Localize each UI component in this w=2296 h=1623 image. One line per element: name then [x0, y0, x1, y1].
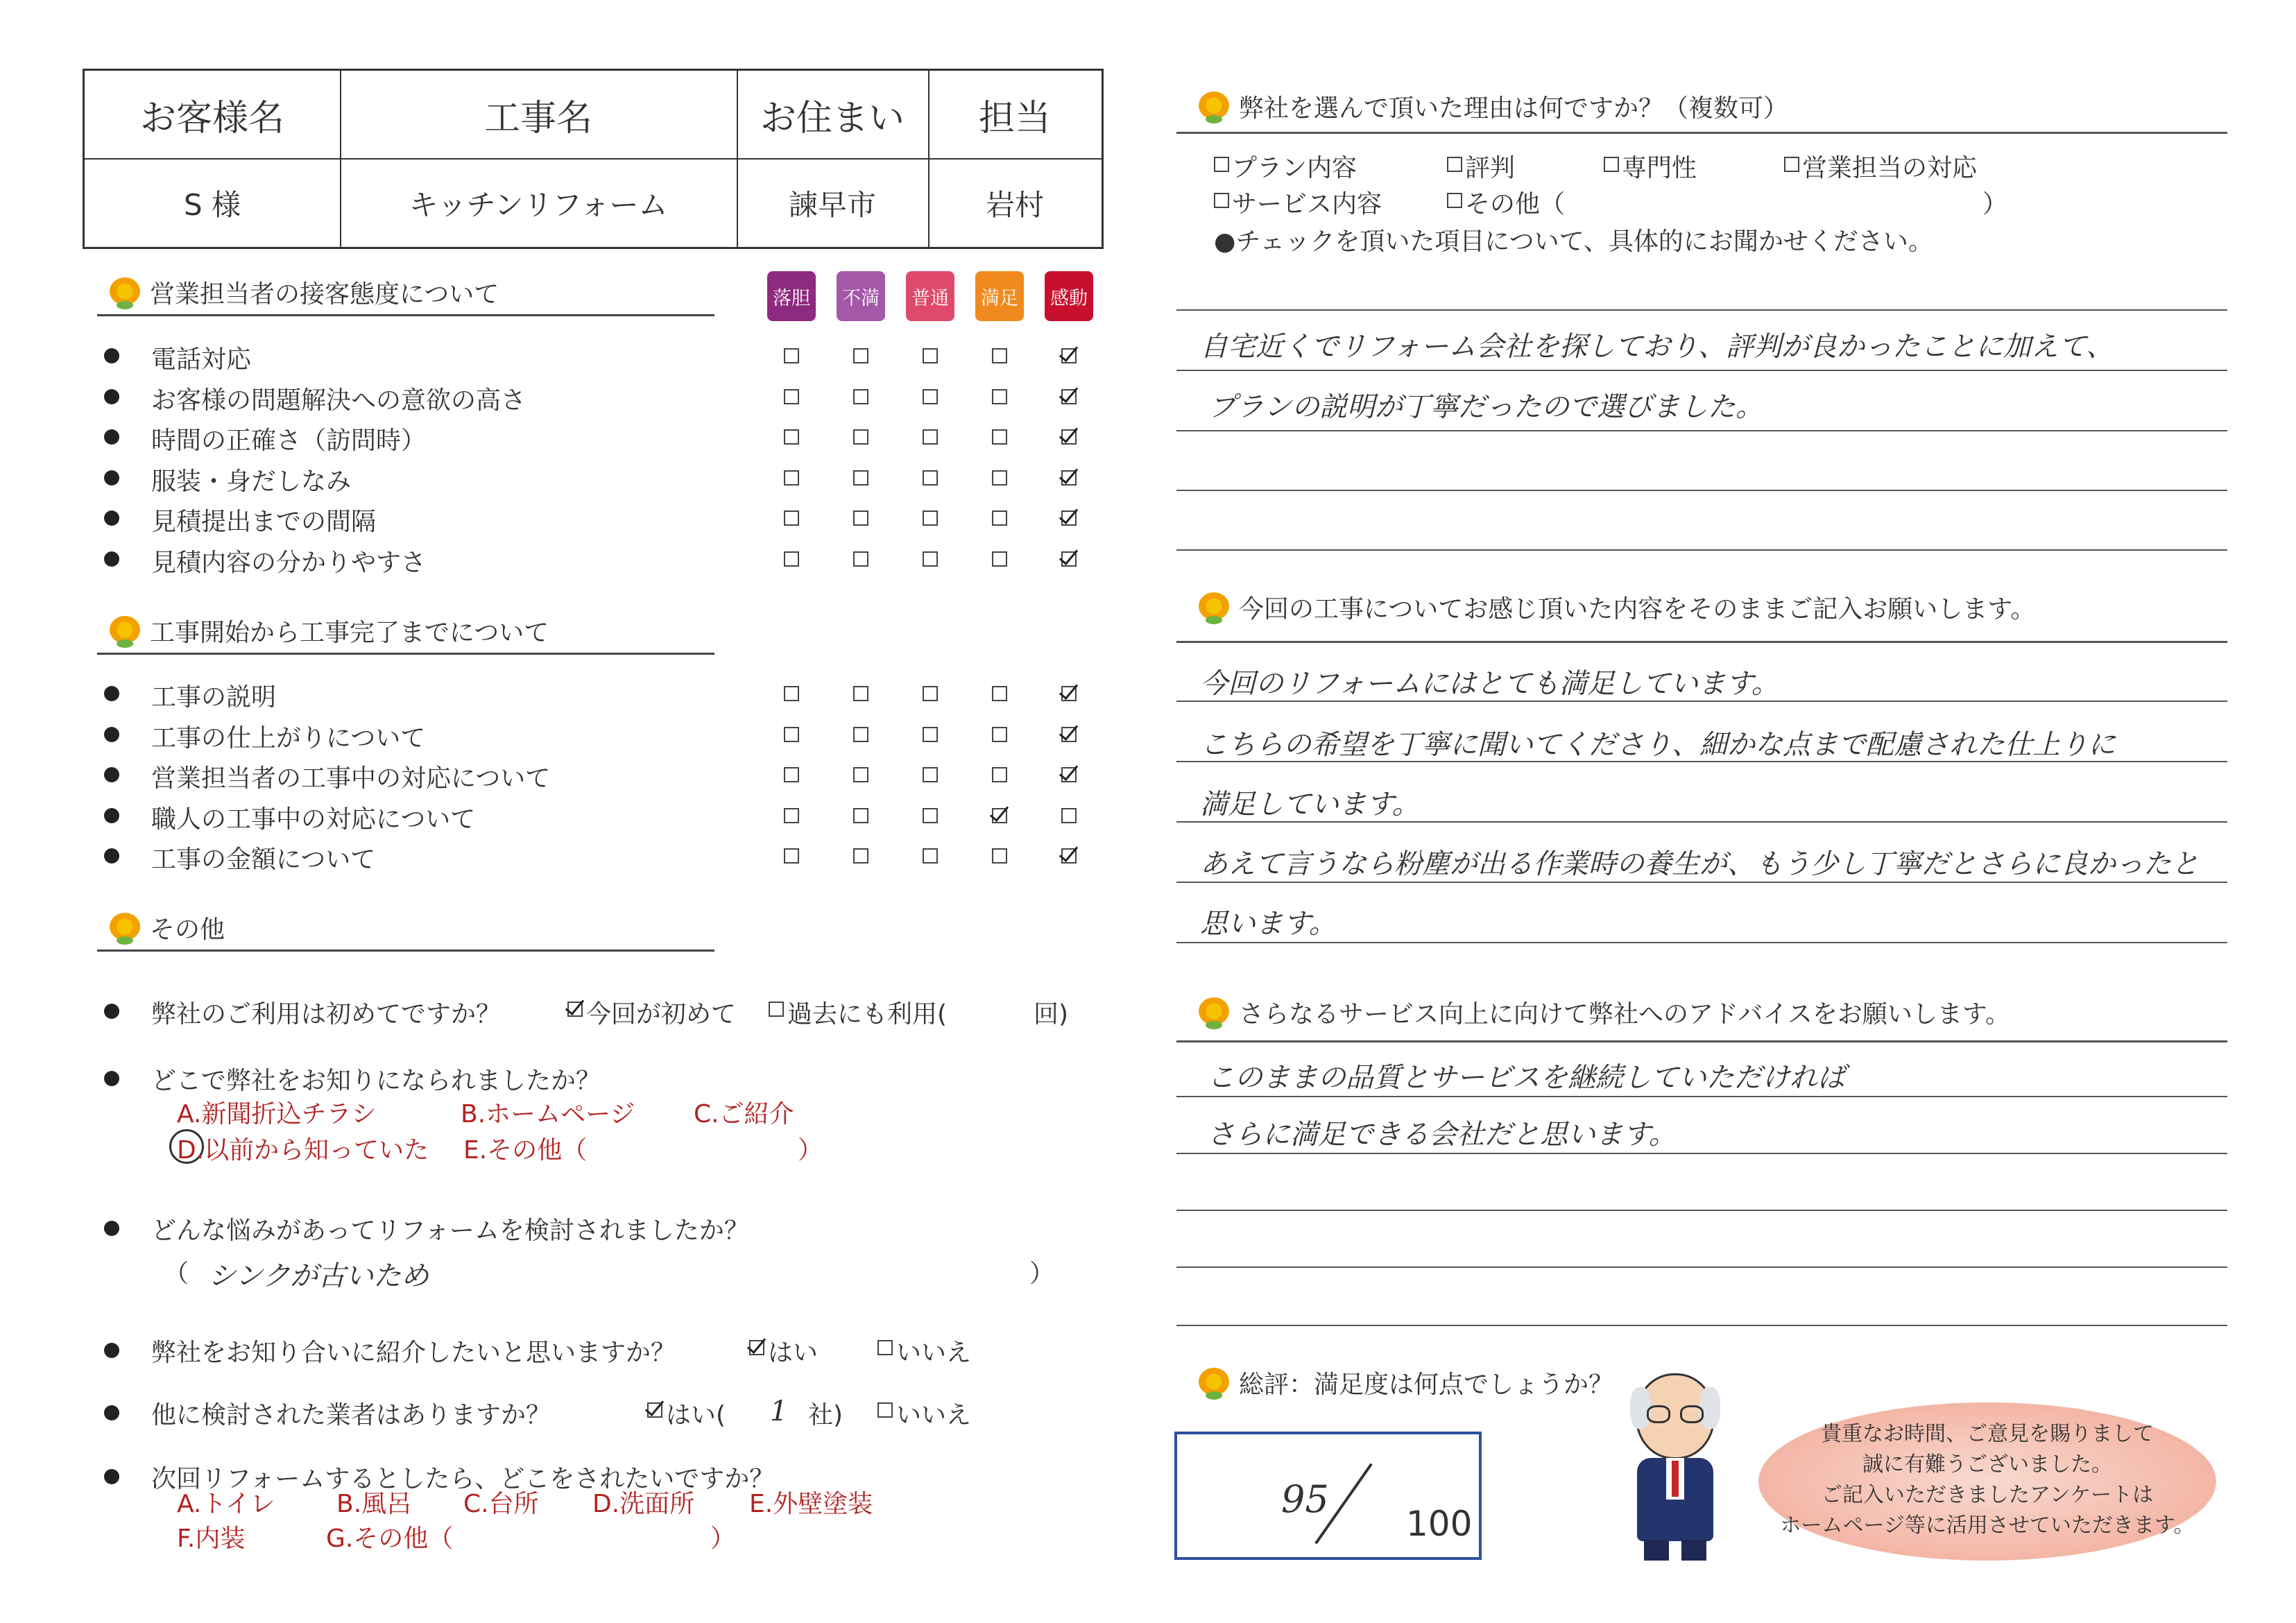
sunflower-icon: [110, 616, 140, 646]
rating-checkbox-感動[interactable]: [1061, 510, 1077, 526]
rating-checkbox-普通[interactable]: [923, 429, 938, 445]
rating-checkbox-感動[interactable]: [1061, 429, 1077, 445]
ruled-line: [1176, 309, 2227, 311]
ruled-line: [1176, 882, 2227, 883]
rating-item-label: 職人の工事中の対応について: [151, 805, 476, 834]
other-vendors-unit: 社): [808, 1401, 843, 1429]
rating-checkbox-満足[interactable]: [992, 429, 1007, 445]
rating-checkbox-満足[interactable]: [992, 808, 1007, 823]
option-known-before[interactable]: D.以前から知っていた: [177, 1136, 429, 1165]
option-kitchen[interactable]: C.台所: [463, 1490, 539, 1518]
option-washroom[interactable]: D.洗面所: [592, 1490, 695, 1518]
bullet: [104, 348, 119, 363]
reason-sales-checkbox[interactable]: [1784, 157, 1799, 172]
option-interior[interactable]: F.内装: [177, 1525, 246, 1553]
section-divider: [97, 950, 714, 952]
rating-checkbox-不満[interactable]: [853, 727, 868, 742]
sunflower-icon: [1199, 592, 1229, 623]
other-vendors-yes-label: はい(: [666, 1401, 726, 1429]
section-work-heading: [110, 613, 549, 649]
used-before-count-close: 回): [1034, 1000, 1069, 1029]
rating-checkbox-不満[interactable]: [853, 348, 868, 363]
reason-answer-line: 自宅近くでリフォーム会社を探しており、評判が良かったことに加えて、: [1200, 331, 2114, 363]
rating-checkbox-感動[interactable]: [1061, 808, 1077, 823]
impression-line: こちらの希望を丁寧に聞いてくださり、細かな点まで配慮された仕上りに: [1200, 729, 2116, 761]
option-other-next[interactable]: G.その他（: [326, 1525, 454, 1553]
ruled-line: [1176, 1325, 2227, 1326]
sunflower-icon: [110, 913, 140, 943]
rating-checkbox-落胆[interactable]: [784, 767, 799, 782]
rating-checkbox-普通[interactable]: [923, 510, 938, 526]
bullet: [104, 389, 119, 404]
rating-checkbox-満足[interactable]: [992, 727, 1007, 742]
reason-title: 弊社を選んで頂いた理由は何ですか？（複数可）: [1239, 94, 1789, 123]
bullet: [104, 727, 119, 742]
customer-info-table: [83, 69, 1104, 249]
advice-line: さらに満足できる会社だと思います。: [1207, 1119, 1677, 1151]
rating-checkbox-不満[interactable]: [853, 848, 868, 864]
used-before-checkbox[interactable]: [769, 1002, 784, 1017]
rating-checkbox-普通[interactable]: [923, 848, 938, 864]
section-work-title: 工事開始から工事完了までについて: [150, 619, 549, 647]
question-concern: どんな悩みがあってリフォームを検討されましたか？: [151, 1217, 749, 1245]
option-bath[interactable]: B.風呂: [336, 1490, 412, 1518]
ruled-line: [1176, 549, 2227, 551]
bullet: [104, 470, 119, 486]
rating-checkbox-満足[interactable]: [992, 510, 1007, 526]
sunflower-icon: [1199, 997, 1229, 1028]
rating-checkbox-感動[interactable]: [1061, 551, 1077, 567]
staff-header: 担当: [978, 97, 1051, 139]
option-toilet[interactable]: A.トイレ: [177, 1490, 275, 1518]
rating-checkbox-普通[interactable]: [923, 727, 938, 742]
rating-checkbox-満足[interactable]: [992, 348, 1007, 363]
ruled-line: [1176, 942, 2227, 943]
reason-reputation-checkbox[interactable]: [1447, 157, 1462, 172]
ruled-line: [1176, 1210, 2227, 1211]
reason-prompt: ●チェックを頂いた項目について、具体的にお聞かせください。: [1214, 227, 1933, 256]
reason-expertise-checkbox[interactable]: [1604, 157, 1619, 172]
other-vendors-yes-checkbox[interactable]: [647, 1402, 662, 1418]
question-other-vendors: 他に検討された業者はありますか？: [151, 1401, 551, 1429]
bullet: [104, 429, 119, 445]
score-box: [1174, 1432, 1482, 1560]
rating-item-label: 電話対応: [151, 345, 252, 374]
overall-heading: [1199, 1365, 1613, 1400]
rating-checkbox-落胆[interactable]: [784, 470, 799, 486]
reason-answer-line: プランの説明が丁寧だったので選びました。: [1208, 391, 1763, 423]
rating-checkbox-感動[interactable]: [1061, 727, 1077, 742]
staff-mascot-illustration: [1616, 1373, 1734, 1564]
rating-checkbox-普通[interactable]: [923, 348, 938, 363]
ruled-line: [1176, 1266, 2227, 1268]
ruled-line: [1176, 1096, 2227, 1097]
used-before-label: 過去にも利用(: [787, 1000, 948, 1029]
rating-checkbox-感動[interactable]: [1061, 470, 1077, 486]
reason-service-label: サービス内容: [1232, 190, 1382, 218]
customer-name-value: S 様: [183, 188, 241, 222]
section-divider: [97, 653, 714, 655]
option-exterior-paint[interactable]: E.外壁塗装: [749, 1490, 873, 1518]
impression-line: 今回のリフォームにはとても満足しています。: [1200, 668, 1779, 700]
rating-item-label: 見積提出までの間隔: [151, 508, 377, 536]
rating-checkbox-普通[interactable]: [923, 551, 938, 567]
rating-item-label: 工事の仕上がりについて: [151, 723, 426, 753]
rating-checkbox-普通[interactable]: [923, 808, 938, 823]
concern-open-paren: （: [164, 1260, 189, 1288]
question-recommend: 弊社をお知り合いに紹介したいと思いますか？: [151, 1339, 676, 1367]
reason-reputation-label: 評判: [1465, 154, 1516, 182]
rating-checkbox-不満[interactable]: [853, 551, 868, 567]
rating-checkbox-不満[interactable]: [853, 808, 868, 823]
thanks-line: 貴重なお時間、ご意見を賜りまして: [1821, 1422, 2154, 1446]
other-vendors-no-label: いいえ: [896, 1401, 972, 1429]
ruled-line: [1176, 490, 2227, 491]
bullet: [104, 767, 119, 782]
reason-expertise-label: 専門性: [1622, 154, 1697, 182]
section-divider: [97, 314, 714, 316]
section-sales-title: 営業担当者の接客態度について: [150, 280, 499, 309]
rating-item-label: 工事の説明: [151, 683, 277, 712]
option-other[interactable]: E.その他（: [463, 1136, 588, 1165]
rating-scale-label: 普通: [906, 271, 954, 321]
section-divider: [1176, 1040, 2227, 1042]
residence-header: お住まい: [760, 97, 905, 139]
option-newspaper[interactable]: A.新聞折込チラシ: [177, 1100, 377, 1128]
rating-checkbox-感動[interactable]: [1061, 686, 1077, 701]
rating-checkbox-落胆[interactable]: [784, 727, 799, 742]
recommend-yes-label: はい: [768, 1339, 819, 1367]
rating-scale-label: 感動: [1045, 271, 1093, 321]
section-sales-heading: [110, 275, 499, 310]
option-other-close: ）: [798, 1136, 823, 1165]
residence-value: 諫早市: [788, 188, 876, 222]
first-use-label: 今回が初めて: [586, 1000, 737, 1029]
sunflower-icon: [110, 277, 140, 308]
score-max: 100: [1406, 1504, 1473, 1544]
project-name-header: 工事名: [483, 97, 592, 139]
rating-checkbox-落胆[interactable]: [784, 389, 799, 404]
bullet: [104, 848, 119, 864]
thank-you-bubble: [1758, 1402, 2216, 1561]
impression-heading: [1199, 590, 2035, 625]
sunflower-icon: [1199, 92, 1229, 122]
rating-item-label: 時間の正確さ（訪問時）: [151, 427, 427, 455]
bullet: [104, 1343, 119, 1358]
rating-scale-label: 満足: [975, 271, 1024, 321]
staff-value: 岩村: [985, 188, 1044, 222]
rating-checkbox-普通[interactable]: [923, 470, 938, 486]
option-other-next-close: ）: [710, 1525, 736, 1553]
rating-checkbox-感動[interactable]: [1061, 848, 1077, 864]
bullet: [104, 686, 119, 701]
rating-item-label: 工事の金額について: [151, 845, 376, 874]
first-use-checkbox[interactable]: [567, 1002, 583, 1017]
bullet: [104, 1071, 119, 1086]
project-name-value: キッチンリフォーム: [409, 188, 668, 222]
recommend-no-label: いいえ: [896, 1339, 972, 1367]
reason-sales-label: 営業担当の対応: [1802, 154, 1978, 182]
sunflower-icon: [1199, 1368, 1229, 1398]
question-first-use: 弊社のご利用は初めてですか？: [151, 1000, 502, 1029]
impression-title: 今回の工事についてお感じ頂いた内容をそのままご記入お願いします。: [1239, 595, 2036, 624]
reason-plan-label: プラン内容: [1232, 154, 1357, 182]
overall-title: 総評：満足度は何点でしょうか？: [1239, 1371, 1614, 1399]
section-other-title: その他: [150, 916, 225, 944]
bullet: [104, 551, 119, 567]
reason-plan-checkbox[interactable]: [1214, 157, 1229, 172]
rating-checkbox-不満[interactable]: [853, 510, 868, 526]
advice-title: さらなるサービス向上に向けて弊社へのアドバイスをお願いします。: [1239, 1000, 2011, 1029]
rating-checkbox-満足[interactable]: [992, 389, 1007, 404]
question-next-reform: 次回リフォームするとしたら、どこをされたいですか？: [151, 1465, 775, 1493]
bullet: [104, 1004, 119, 1019]
rating-item-label: お客様の問題解決への意欲の高さ: [151, 386, 526, 415]
rating-checkbox-不満[interactable]: [853, 470, 868, 486]
impression-line: 満足しています。: [1200, 789, 1420, 821]
rating-checkbox-不満[interactable]: [853, 429, 868, 445]
section-other-heading: [110, 910, 225, 945]
impression-line: 思います。: [1200, 908, 1337, 940]
rating-checkbox-感動[interactable]: [1061, 348, 1077, 363]
ruled-line: [1176, 370, 2227, 371]
reason-other-checkbox[interactable]: [1447, 193, 1462, 208]
rating-checkbox-落胆[interactable]: [784, 808, 799, 823]
bullet: [104, 808, 119, 823]
rating-checkbox-満足[interactable]: [992, 848, 1007, 864]
concern-close-paren: ）: [1029, 1260, 1055, 1288]
section-divider: [1176, 132, 2227, 134]
rating-checkbox-満足[interactable]: [992, 686, 1007, 701]
reason-heading: [1199, 89, 1788, 124]
ruled-line: [1176, 1153, 2227, 1154]
score-value: 95: [1281, 1477, 1329, 1521]
rating-item-label: 見積内容の分かりやすさ: [151, 548, 427, 577]
option-homepage[interactable]: B.ホームページ: [461, 1100, 635, 1128]
thanks-line: ホームページ等に活用させていただきます。: [1780, 1513, 2195, 1538]
rating-item-label: 営業担当者の工事中の対応について: [151, 764, 551, 793]
rating-checkbox-感動[interactable]: [1061, 389, 1077, 404]
question-how-know: どこで弊社をお知りになられましたか？: [151, 1067, 601, 1095]
rating-checkbox-落胆[interactable]: [784, 510, 799, 526]
impression-line: あえて言うなら粉塵が出る作業時の養生が、もう少し丁寧だとさらに良かったと: [1200, 848, 2199, 880]
rating-checkbox-感動[interactable]: [1061, 767, 1077, 782]
rating-scale-label: 不満: [837, 271, 885, 321]
rating-checkbox-落胆[interactable]: [784, 848, 799, 864]
section-divider: [1176, 641, 2227, 643]
rating-checkbox-落胆[interactable]: [784, 429, 799, 445]
bullet: [104, 1221, 119, 1236]
recommend-yes-checkbox[interactable]: [749, 1340, 764, 1355]
thanks-line: ご記入いただきましたアンケートは: [1821, 1483, 2154, 1507]
reason-service-checkbox[interactable]: [1214, 193, 1229, 208]
rating-checkbox-不満[interactable]: [853, 767, 868, 782]
recommend-no-checkbox[interactable]: [877, 1340, 893, 1355]
advice-line: このままの品質とサービスを継続していただければ: [1207, 1062, 1845, 1094]
rating-checkbox-落胆[interactable]: [784, 348, 799, 363]
bullet: [104, 510, 119, 526]
bullet: [104, 1405, 119, 1420]
customer-name-header: お客様名: [139, 97, 284, 139]
bullet: [104, 1469, 119, 1484]
ruled-line: [1176, 430, 2227, 431]
rating-checkbox-満足[interactable]: [992, 470, 1007, 486]
rating-checkbox-満足[interactable]: [992, 551, 1007, 567]
rating-checkbox-落胆[interactable]: [784, 551, 799, 567]
rating-item-label: 服装・身だしなみ: [151, 467, 352, 496]
reason-other-label: その他（: [1465, 190, 1566, 218]
rating-checkbox-満足[interactable]: [992, 767, 1007, 782]
other-vendors-count: 1: [770, 1396, 788, 1427]
advice-heading: [1199, 995, 2010, 1030]
rating-checkbox-普通[interactable]: [923, 767, 938, 782]
reason-other-close: ）: [1982, 190, 2008, 218]
rating-checkbox-普通[interactable]: [923, 389, 938, 404]
concern-answer: シンクが古いため: [208, 1260, 429, 1292]
other-vendors-no-checkbox[interactable]: [877, 1402, 893, 1418]
thanks-line: 誠に有難うございました。: [1862, 1452, 2112, 1477]
option-referral[interactable]: C.ご紹介: [694, 1100, 794, 1128]
rating-checkbox-不満[interactable]: [853, 389, 868, 404]
rating-checkbox-落胆[interactable]: [784, 686, 799, 701]
rating-checkbox-不満[interactable]: [853, 686, 868, 701]
rating-checkbox-普通[interactable]: [923, 686, 938, 701]
rating-scale-label: 落胆: [767, 271, 816, 321]
